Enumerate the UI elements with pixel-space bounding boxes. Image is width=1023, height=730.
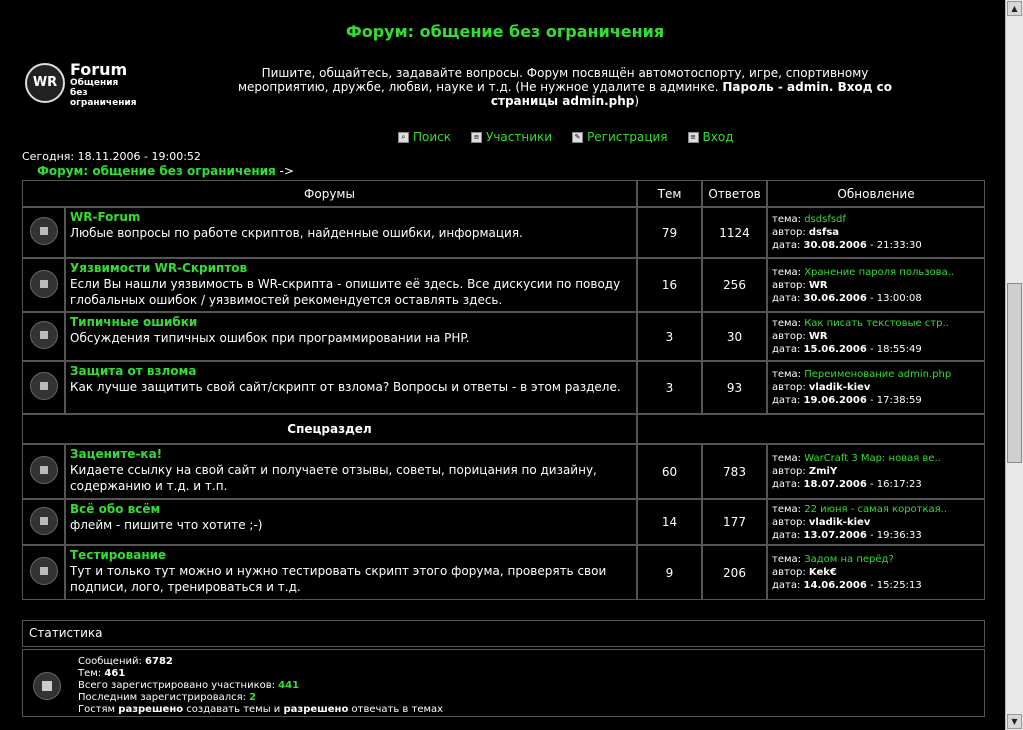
forum-group-main — [22, 207, 985, 414]
statistics-body — [22, 649, 985, 717]
members-icon: ≡ — [471, 132, 482, 143]
forum-name-link[interactable]: Зацените-ка! — [70, 447, 163, 461]
forum-topic-count: 3 — [637, 312, 702, 361]
forum-last-post: тема: 22 июня - самая короткая.. автор: vladik-kiev дата: 13.07.2006 - 19:36:33 — [767, 499, 985, 545]
forum-status-cell — [22, 207, 65, 258]
forum-info-cell — [65, 312, 637, 361]
table-header-row — [22, 180, 985, 207]
header-forums: Форумы — [22, 180, 637, 207]
last-topic-link[interactable]: Задом на перёд? — [804, 554, 894, 565]
forum-folder-icon — [30, 217, 58, 245]
forum-folder-icon — [30, 456, 58, 484]
last-topic-link[interactable]: dsdsfsdf — [804, 214, 846, 225]
forum-info-cell — [65, 499, 637, 545]
forum-row — [22, 207, 985, 258]
forum-topic-count: 16 — [637, 258, 702, 312]
forum-description-text: Обсуждения типичных ошибок при программировании на PHP. — [70, 331, 470, 345]
scrollbar-thumb[interactable] — [1007, 283, 1022, 463]
forum-folder-icon — [30, 270, 58, 298]
forum-description-text: Тут и только тут можно и нужно тестировать скрипт этого форума, проверять свои подписи, лого, тренироваться и т.д. — [70, 564, 607, 594]
last-topic-link[interactable]: Хранение пароля пользова.. — [804, 266, 955, 278]
nav-members[interactable]: ≡ Участники — [471, 128, 552, 146]
last-topic-link[interactable]: WarCraft 3 Map: новая ве.. — [804, 453, 941, 464]
forum-description-text: Как лучше защитить свой сайт/скрипт от взлома? Вопросы и ответы - в этом разделе. — [70, 380, 621, 394]
forum-group-special — [22, 444, 985, 600]
last-author: WR — [808, 331, 828, 342]
search-icon: ⌕ — [398, 132, 409, 143]
last-author: dsfsa — [808, 227, 840, 238]
login-icon: ≡ — [688, 132, 699, 143]
forum-last-post: тема: Задом на перёд? автор: Kek€ дата: 14.06.2006 - 15:25:13 — [767, 545, 985, 600]
forum-status-cell — [22, 258, 65, 312]
forum-folder-icon — [30, 321, 58, 349]
forum-name-link[interactable]: Уязвимости WR-Скриптов — [70, 261, 248, 275]
forum-last-post: тема: Переименование admin.php автор: vladik-kiev дата: 19.06.2006 - 17:38:59 — [767, 361, 985, 414]
forum-reply-count: 177 — [702, 499, 767, 545]
page-title: Форум: общение без ограничения — [345, 22, 665, 41]
logo-word: Forum — [70, 60, 128, 79]
vertical-scrollbar[interactable] — [1005, 0, 1023, 730]
forum-description-text: Если Вы нашли уязвимость в WR-скрипта - опишите её здесь. Все дискусии по поводу глобальных ошибок / уязвимостей рекомендуется оставлять здесь. — [70, 277, 621, 307]
forum-reply-count: 1124 — [702, 207, 767, 258]
statistics-icon — [33, 672, 61, 700]
forum-row — [22, 312, 985, 361]
current-date: Сегодня: 18.11.2006 - 19:00:52 — [22, 150, 201, 163]
last-date: 30.08.2006 — [803, 240, 867, 251]
forum-name-link[interactable]: Защита от взлома — [70, 364, 197, 378]
logo-mark: WR — [25, 63, 65, 103]
register-icon: ✎ — [572, 132, 583, 143]
last-author: vladik-kiev — [808, 516, 871, 528]
forum-logo[interactable] — [25, 60, 135, 110]
forum-last-post: тема: Хранение пароля пользова.. автор: WR дата: 30.06.2006 - 13:00:08 — [767, 258, 985, 312]
last-topic-link[interactable]: 22 июня - самая короткая.. — [804, 503, 948, 515]
forum-description-text: флейм - пишите что хотите ;-) — [70, 518, 263, 532]
forum-status-cell — [22, 499, 65, 545]
forum-status-cell — [22, 545, 65, 600]
forum-info-cell — [65, 545, 637, 600]
forums-table — [22, 180, 985, 600]
header-updates: Обновление — [767, 180, 985, 207]
forum-row — [22, 361, 985, 414]
last-date: 30.06.2006 — [803, 292, 867, 304]
forum-topic-count: 79 — [637, 207, 702, 258]
nav-search[interactable]: ⌕ Поиск — [398, 128, 451, 146]
forum-row — [22, 545, 985, 600]
forum-description-text: Кидаете ссылку на свой сайт и получаете отзывы, советы, порицания по дизайну, содержанию и т.д. и т.п. — [70, 463, 597, 493]
last-date: 15.06.2006 — [803, 344, 867, 355]
statistics-text: Сообщений: 6782 Тем: 461 Всего зарегистрировано участников: 441 Последним зарегистрировался: 2 Гостям разрешено создавать темы и разрешено отвечать в темах — [78, 656, 444, 715]
scroll-down-icon[interactable]: ▼ — [1007, 714, 1022, 729]
forum-info-cell — [65, 258, 637, 312]
nav-register[interactable]: ✎ Регистрация — [572, 128, 667, 146]
breadcrumb-forum-link[interactable]: Форум: общение без ограничения — [37, 164, 276, 178]
forum-reply-count: 30 — [702, 312, 767, 361]
forum-name-link[interactable]: WR-Forum — [70, 210, 141, 224]
forum-row — [22, 258, 985, 312]
members-count-link[interactable]: 441 — [278, 680, 300, 691]
last-topic-link[interactable]: Переименование admin.php — [804, 369, 952, 380]
header-topics: Тем — [637, 180, 702, 207]
top-navigation — [398, 128, 754, 146]
last-topic-link[interactable]: Как писать текстовые стр.. — [804, 318, 949, 329]
forum-name-link[interactable]: Всё обо всём — [70, 502, 161, 516]
forum-name-link[interactable]: Типичные ошибки — [70, 315, 198, 329]
scroll-up-icon[interactable]: ▲ — [1007, 1, 1022, 16]
statistics-title: Статистика — [22, 620, 985, 647]
forum-row — [22, 444, 985, 499]
forum-last-post: тема: Как писать текстовые стр.. автор: WR дата: 15.06.2006 - 18:55:49 — [767, 312, 985, 361]
forum-reply-count: 256 — [702, 258, 767, 312]
forum-status-cell — [22, 444, 65, 499]
forum-status-cell — [22, 312, 65, 361]
forum-folder-icon — [30, 372, 58, 400]
forum-topic-count: 3 — [637, 361, 702, 414]
forum-name-link[interactable]: Тестирование — [70, 548, 167, 562]
forum-reply-count: 783 — [702, 444, 767, 499]
last-author: vladik-kiev — [808, 382, 871, 393]
forum-reply-count: 206 — [702, 545, 767, 600]
forum-info-cell — [65, 207, 637, 258]
last-date: 19.06.2006 — [803, 395, 867, 406]
forum-description-text: Любые вопросы по работе скриптов, найденные ошибки, информация. — [70, 226, 523, 240]
forum-status-cell — [22, 361, 65, 414]
last-date: 13.07.2006 — [803, 529, 867, 541]
last-date: 18.07.2006 — [803, 479, 867, 490]
forum-info-cell — [65, 361, 637, 414]
forum-topic-count: 60 — [637, 444, 702, 499]
forum-folder-icon — [30, 507, 58, 535]
forum-row — [22, 499, 985, 545]
last-author: Kek€ — [808, 567, 837, 578]
section-title: Спецраздел — [22, 414, 637, 444]
forum-description: Пишите, общайтесь, задавайте вопросы. Форум посвящён автомотоспорту, игре, спортивному мероприятию, дружбе, любви, науке и т.д. (Не нужное удалите в админке. Пароль - admin. Вход со страницы admin.php) — [238, 66, 892, 108]
last-registered-link[interactable]: 2 — [249, 692, 257, 703]
forum-topic-count: 14 — [637, 499, 702, 545]
last-author: ZmiY — [808, 466, 838, 477]
header-replies: Ответов — [702, 180, 767, 207]
forum-topic-count: 9 — [637, 545, 702, 600]
last-date: 14.06.2006 — [803, 580, 867, 591]
breadcrumb: Форум: общение без ограничения -> — [37, 164, 294, 178]
forum-reply-count: 93 — [702, 361, 767, 414]
forum-folder-icon — [30, 557, 58, 585]
forum-info-cell — [65, 444, 637, 499]
forum-last-post: тема: dsdsfsdf автор: dsfsa дата: 30.08.2006 - 21:33:30 — [767, 207, 985, 258]
statistics-panel — [22, 620, 985, 717]
nav-login[interactable]: ≡ Вход — [688, 128, 734, 146]
forum-last-post: тема: WarCraft 3 Map: новая ве.. автор: ZmiY дата: 18.07.2006 - 16:17:23 — [767, 444, 985, 499]
last-author: WR — [808, 279, 828, 291]
section-row — [22, 414, 985, 444]
logo-subtitle: Общения без ограничения — [70, 78, 137, 108]
